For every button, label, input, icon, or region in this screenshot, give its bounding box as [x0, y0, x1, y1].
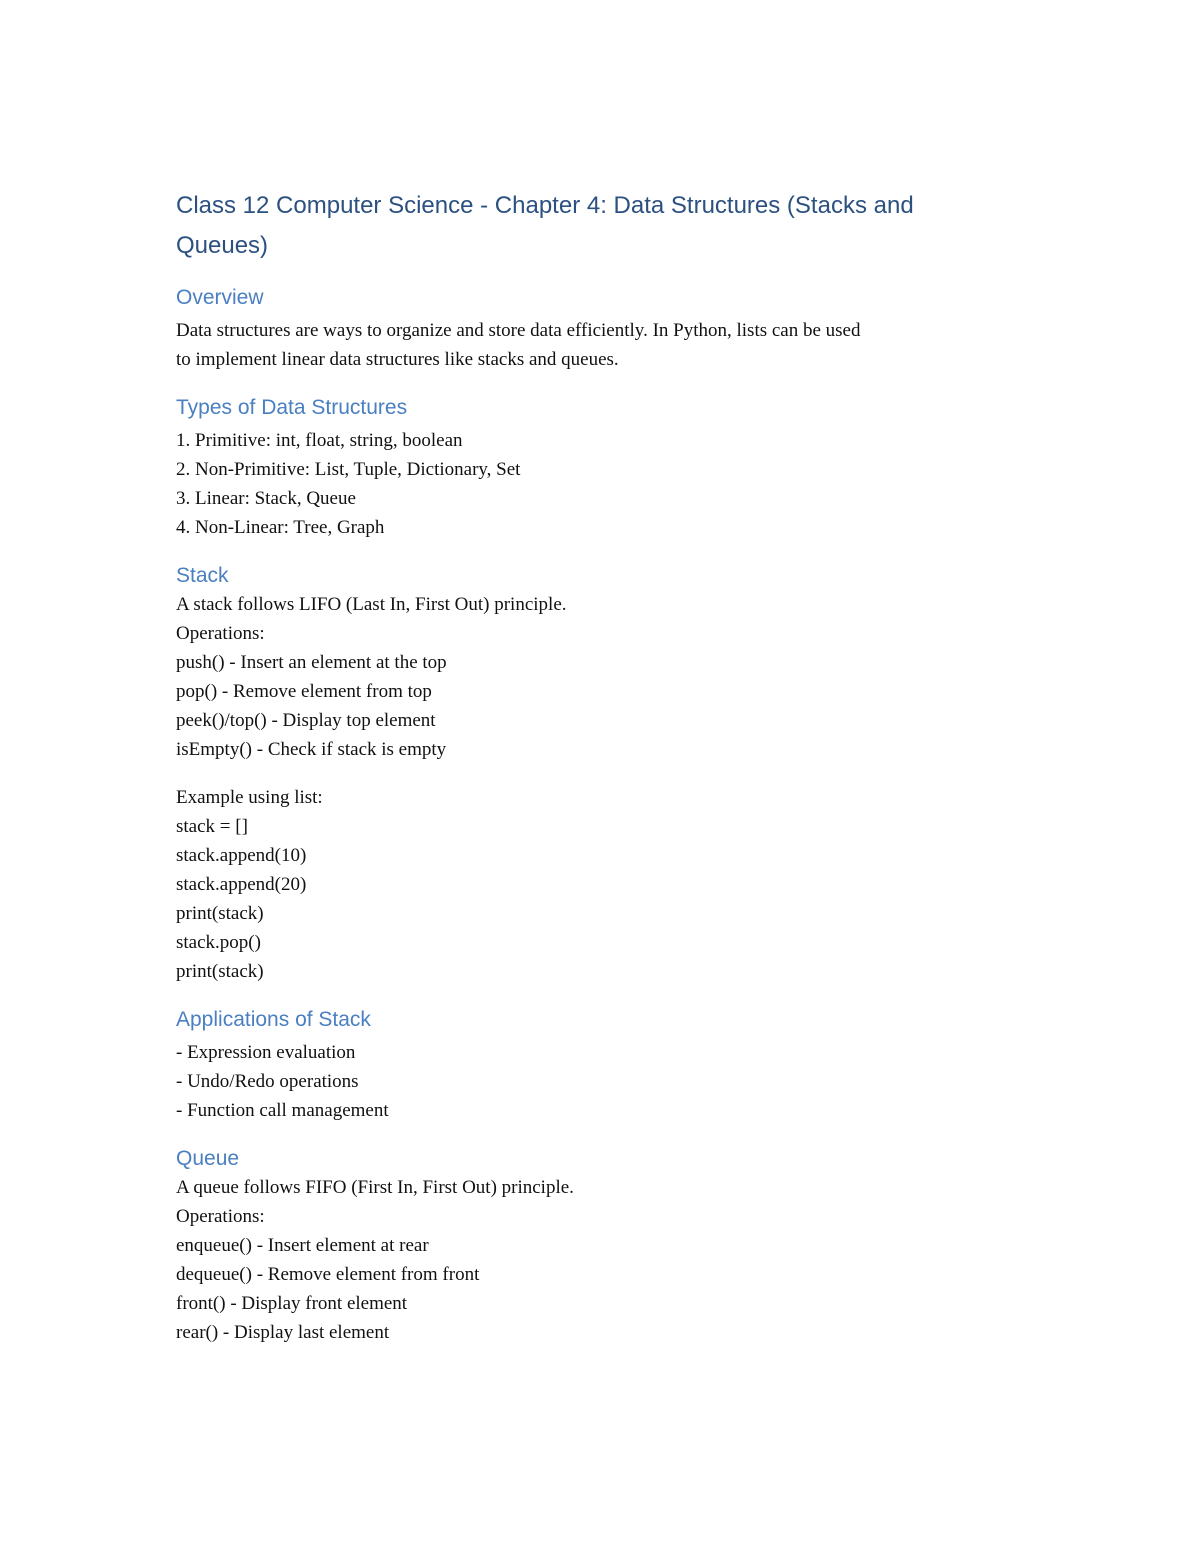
- queue-op-dequeue: dequeue() - Remove element from front: [176, 1264, 480, 1285]
- document-page: [176, 186, 1026, 1347]
- queue-op-enqueue: enqueue() - Insert element at rear: [176, 1235, 429, 1256]
- document-title: [176, 186, 1026, 266]
- types-heading: Types of Data Structures: [176, 396, 408, 419]
- code-line: stack = []: [176, 816, 248, 837]
- applications-heading: Applications of Stack: [176, 1008, 371, 1031]
- stack-op-peek: peek()/top() - Display top element: [176, 710, 436, 731]
- list-item: - Expression evaluation: [176, 1042, 356, 1063]
- list-item: 4. Non-Linear: Tree, Graph: [176, 517, 385, 538]
- overview-line-1: Data structures are ways to organize and store data efficiently. In Python, lists can be used: [176, 320, 861, 341]
- stack-heading: Stack: [176, 564, 229, 587]
- list-item: - Function call management: [176, 1100, 389, 1121]
- stack-definition: A stack follows LIFO (Last In, First Out) principle.: [176, 594, 567, 615]
- overview-line-2: to implement linear data structures like stacks and queues.: [176, 349, 619, 370]
- stack-operations-label: Operations:: [176, 623, 265, 644]
- document-title-line-2: Queues): [176, 232, 269, 259]
- overview-heading: Overview: [176, 286, 264, 309]
- list-item: - Undo/Redo operations: [176, 1071, 359, 1092]
- code-line: stack.pop(): [176, 932, 261, 953]
- types-list: [176, 426, 1026, 542]
- queue-operations-label: Operations:: [176, 1206, 265, 1227]
- queue-op-rear: rear() - Display last element: [176, 1322, 390, 1343]
- document-title-line-1: Class 12 Computer Science - Chapter 4: Data Structures (Stacks and: [176, 192, 914, 219]
- queue-definition: A queue follows FIFO (First In, First Out) principle.: [176, 1177, 574, 1198]
- stack-example-label: Example using list:: [176, 787, 323, 808]
- stack-section: [176, 562, 1026, 986]
- code-line: print(stack): [176, 903, 264, 924]
- stack-op-pop: pop() - Remove element from top: [176, 681, 432, 702]
- code-line: stack.append(20): [176, 874, 307, 895]
- stack-op-push: push() - Insert an element at the top: [176, 652, 447, 673]
- applications-list: [176, 1038, 1026, 1125]
- list-item: 1. Primitive: int, float, string, boolean: [176, 430, 463, 451]
- queue-heading: Queue: [176, 1147, 240, 1170]
- overview-section: [176, 284, 1026, 374]
- list-item: 2. Non-Primitive: List, Tuple, Dictionary, Set: [176, 459, 521, 480]
- queue-section: [176, 1145, 1026, 1347]
- types-section: [176, 394, 1026, 542]
- list-item: 3. Linear: Stack, Queue: [176, 488, 356, 509]
- stack-op-isempty: isEmpty() - Check if stack is empty: [176, 739, 447, 760]
- applications-section: [176, 1006, 1026, 1125]
- code-line: stack.append(10): [176, 845, 307, 866]
- stack-example: [176, 783, 1026, 986]
- code-line: print(stack): [176, 961, 264, 982]
- queue-op-front: front() - Display front element: [176, 1293, 408, 1314]
